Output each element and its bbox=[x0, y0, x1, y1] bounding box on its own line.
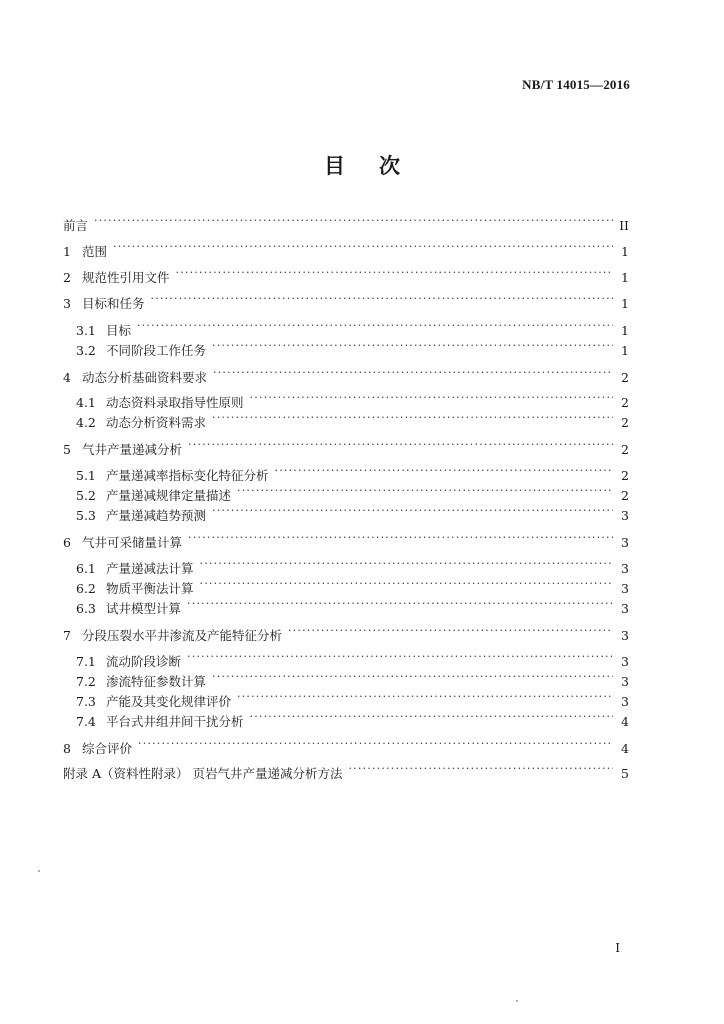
toc-entry-number: 6.3 bbox=[76, 601, 96, 616]
toc-leader-dots bbox=[137, 317, 613, 335]
toc-entry[interactable] bbox=[63, 264, 629, 285]
toc-leader-dots bbox=[250, 389, 613, 407]
toc-entry[interactable] bbox=[76, 555, 629, 576]
toc-entry-page: 3 bbox=[621, 508, 629, 523]
toc-title-char-1: 目 bbox=[324, 154, 345, 178]
toc-entry-number: 1 bbox=[63, 244, 71, 259]
toc-entry-number: 5.1 bbox=[76, 468, 96, 483]
toc-entry-label: 试井模型计算 bbox=[106, 601, 182, 616]
toc-entry-page: II bbox=[619, 218, 629, 233]
toc-entry-page: 5 bbox=[621, 766, 629, 781]
toc-leader-dots bbox=[212, 502, 613, 520]
toc-leader-dots bbox=[212, 409, 613, 427]
toc-entry-label: 气井可采储量计算 bbox=[82, 535, 183, 550]
toc-entry[interactable] bbox=[63, 238, 629, 259]
toc-entry-label: 综合评价 bbox=[82, 741, 133, 756]
toc-entry-page: 1 bbox=[621, 323, 629, 338]
toc-entry[interactable] bbox=[63, 212, 629, 233]
toc-leader-dots bbox=[212, 668, 613, 686]
toc-entry-label: 目标 bbox=[106, 323, 132, 338]
toc-entry-number: 2 bbox=[63, 270, 71, 285]
toc-entry-page: 2 bbox=[621, 415, 629, 430]
toc-entry[interactable] bbox=[76, 668, 629, 689]
toc-entry[interactable] bbox=[63, 622, 629, 643]
toc-entry-page: 2 bbox=[621, 468, 629, 483]
toc-entry-number: 6.1 bbox=[76, 561, 96, 576]
toc-leader-dots bbox=[275, 462, 613, 480]
toc-entry-label: 动态分析资料需求 bbox=[106, 415, 207, 430]
toc-entry-label: 前言 bbox=[63, 218, 89, 233]
toc-entry-label: 产量递减趋势预测 bbox=[106, 508, 207, 523]
toc-entry-page: 1 bbox=[621, 296, 629, 311]
toc-entry[interactable] bbox=[76, 482, 629, 503]
toc-entry-label: 产量递减法计算 bbox=[106, 561, 194, 576]
toc-title bbox=[0, 150, 724, 180]
toc-entry[interactable] bbox=[63, 760, 629, 781]
page-number: I bbox=[615, 941, 620, 955]
toc-entry-number: 6 bbox=[63, 535, 71, 550]
toc-entry-page: 1 bbox=[621, 270, 629, 285]
toc-leader-dots bbox=[250, 708, 613, 726]
toc-entry-label: 流动阶段诊断 bbox=[106, 654, 182, 669]
toc-entry[interactable] bbox=[76, 502, 629, 523]
toc-entry-number: 3.1 bbox=[76, 323, 96, 338]
toc-entry-label: 分段压裂水平井渗流及产能特征分析 bbox=[82, 628, 283, 643]
toc-leader-dots bbox=[200, 575, 613, 593]
toc-leader-dots bbox=[94, 212, 613, 230]
toc-entry-page: 2 bbox=[621, 395, 629, 410]
scan-speck bbox=[516, 1000, 518, 1002]
toc-entry-label: 产量递减率指标变化特征分析 bbox=[106, 468, 269, 483]
toc-entry-number: 7.3 bbox=[76, 694, 96, 709]
toc-leader-dots bbox=[187, 648, 613, 666]
toc-entry-page: 4 bbox=[621, 741, 629, 756]
toc-entry-number: 3 bbox=[63, 296, 71, 311]
toc-entry-label: 不同阶段工作任务 bbox=[106, 343, 207, 358]
toc-entry-label: 附录 A（资料性附录） 页岩气井产量递减分析方法 bbox=[63, 766, 343, 781]
toc-entry-label: 动态分析基础资料要求 bbox=[82, 370, 208, 385]
toc-leader-dots bbox=[200, 555, 613, 573]
toc-entry[interactable] bbox=[76, 648, 629, 669]
toc-entry-label: 产能及其变化规律评价 bbox=[106, 694, 232, 709]
toc-entry-page: 3 bbox=[621, 601, 629, 616]
toc-entry-label: 动态资料录取指导性原则 bbox=[106, 395, 244, 410]
toc-leader-dots bbox=[138, 735, 613, 753]
toc-entry[interactable] bbox=[63, 735, 629, 756]
toc-entry[interactable] bbox=[63, 436, 629, 457]
toc-entry-page: 3 bbox=[621, 535, 629, 550]
toc-entry-page: 1 bbox=[621, 343, 629, 358]
toc-entry-number: 5.2 bbox=[76, 488, 96, 503]
toc-leader-dots bbox=[188, 529, 613, 547]
toc-leader-dots bbox=[188, 436, 613, 454]
toc-entry-label: 规范性引用文件 bbox=[82, 270, 170, 285]
toc-entry[interactable] bbox=[76, 595, 629, 616]
toc-entry-label: 渗流特征参数计算 bbox=[106, 674, 207, 689]
toc-entry-number: 4 bbox=[63, 370, 71, 385]
toc-entry[interactable] bbox=[63, 290, 629, 311]
toc-entry[interactable] bbox=[76, 409, 629, 430]
toc-leader-dots bbox=[288, 622, 613, 640]
toc-leader-dots bbox=[113, 238, 613, 256]
toc-entry-number: 8 bbox=[63, 741, 71, 756]
toc-entry[interactable] bbox=[76, 389, 629, 410]
standard-number: NB/T 14015—2016 bbox=[522, 77, 630, 92]
toc-entry-label: 目标和任务 bbox=[82, 296, 145, 311]
toc-entry-number: 4.1 bbox=[76, 395, 96, 410]
toc-entry-label: 气井产量递减分析 bbox=[82, 442, 183, 457]
toc-entry[interactable] bbox=[76, 317, 629, 338]
toc-entry[interactable] bbox=[76, 575, 629, 596]
toc-leader-dots bbox=[212, 337, 613, 355]
toc-title-char-2: 次 bbox=[379, 154, 400, 178]
toc-entry[interactable] bbox=[63, 529, 629, 550]
toc-leader-dots bbox=[187, 595, 613, 613]
toc-entry-number: 7 bbox=[63, 628, 71, 643]
toc-leader-dots bbox=[348, 760, 613, 778]
toc-leader-dots bbox=[213, 364, 613, 382]
toc-entry-label: 产量递减规律定量描述 bbox=[106, 488, 232, 503]
scan-speck bbox=[38, 870, 40, 872]
toc-entry-page: 4 bbox=[621, 714, 629, 729]
toc-entry-number: 6.2 bbox=[76, 581, 96, 596]
toc-entry-page: 1 bbox=[621, 244, 629, 259]
toc-leader-dots bbox=[176, 264, 613, 282]
toc-entry-label: 物质平衡法计算 bbox=[106, 581, 194, 596]
toc-entry-number: 5 bbox=[63, 442, 71, 457]
toc-leader-dots bbox=[237, 688, 613, 706]
toc-entry[interactable] bbox=[63, 364, 629, 385]
toc-entry-number: 7.2 bbox=[76, 674, 96, 689]
toc-entry-page: 3 bbox=[621, 674, 629, 689]
toc-entry-page: 3 bbox=[621, 561, 629, 576]
toc-entry-page: 3 bbox=[621, 581, 629, 596]
toc-entry-page: 2 bbox=[621, 442, 629, 457]
toc-leader-dots bbox=[237, 482, 613, 500]
toc-entry-page: 2 bbox=[621, 370, 629, 385]
toc-entry-number: 4.2 bbox=[76, 415, 96, 430]
toc-entry[interactable] bbox=[76, 708, 629, 729]
toc-leader-dots bbox=[151, 290, 613, 308]
toc-entry-page: 3 bbox=[621, 654, 629, 669]
toc-entry-page: 3 bbox=[621, 694, 629, 709]
toc-entry-page: 3 bbox=[621, 628, 629, 643]
toc-entry-label: 平台式井组井间干扰分析 bbox=[106, 714, 244, 729]
toc-entry[interactable] bbox=[76, 462, 629, 483]
toc-entry[interactable] bbox=[76, 337, 629, 358]
toc-entry[interactable] bbox=[76, 688, 629, 709]
toc-entry-number: 5.3 bbox=[76, 508, 96, 523]
toc-entry-number: 3.2 bbox=[76, 343, 96, 358]
toc-entry-page: 2 bbox=[621, 488, 629, 503]
toc-entry-number: 7.4 bbox=[76, 714, 96, 729]
toc-entry-label: 范围 bbox=[82, 244, 108, 259]
toc-entry-number: 7.1 bbox=[76, 654, 96, 669]
